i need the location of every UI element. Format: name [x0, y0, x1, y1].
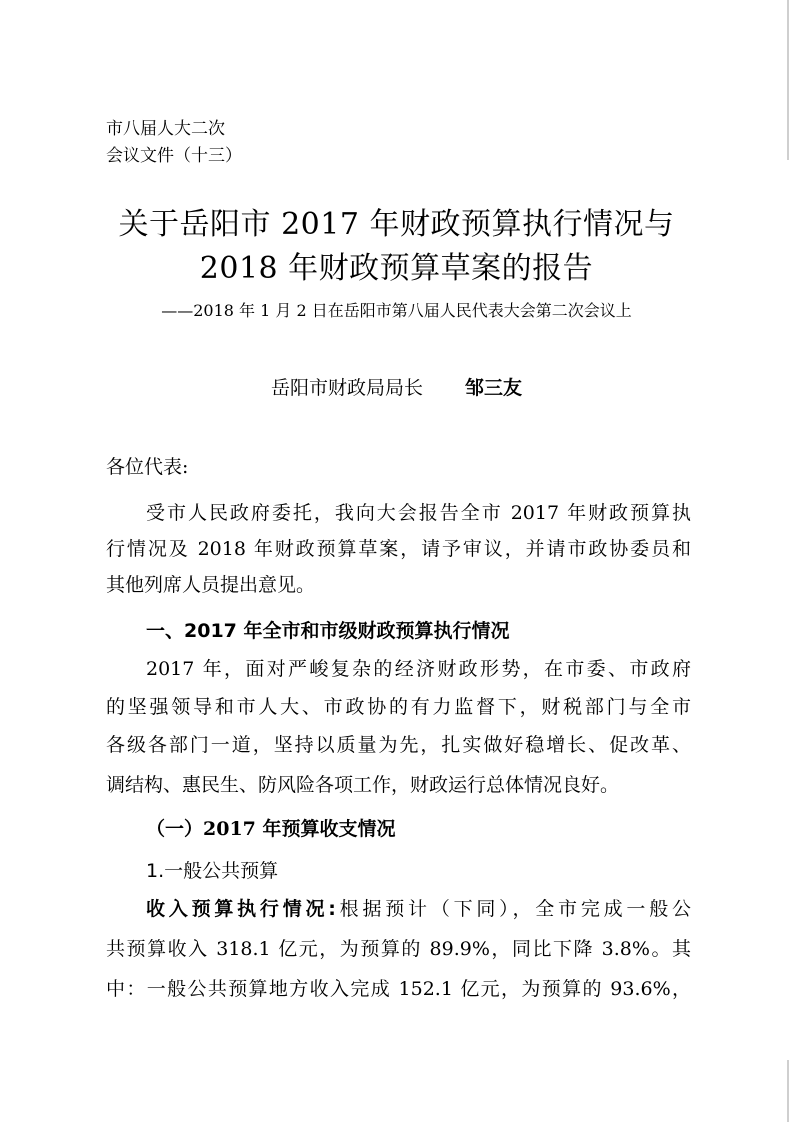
document-title-line-1: 关于岳阳市 2017 年财政预算执行情况与 [118, 207, 675, 242]
page-edge-mark [787, 1060, 789, 1122]
intro-line: 其他列席人员提出意见。 [106, 574, 316, 596]
paragraph-line: 中：一般公共预算地方收入完成 152.1 亿元，为预算的 93.6%， [106, 978, 691, 1000]
intro-line: 行情况及 2018 年财政预算草案，请予审议，并请市政协委员和 [106, 538, 691, 560]
paragraph-line: 各级各部门一道，坚持以质量为先，扎实做好稳增长、促改革、 [106, 734, 691, 756]
item-heading: 1.一般公共预算 [146, 860, 279, 882]
paragraph-line [146, 894, 691, 924]
paragraph-line: 共预算收入 318.1 亿元，为预算的 89.9%，同比下降 3.8%。其 [106, 938, 691, 960]
author-name: 邹三友 [465, 377, 523, 399]
revenue-label: 收入预算执行情况: [146, 898, 336, 920]
author-line [0, 373, 793, 403]
document-subtitle: ——2018 年 1 月 2 日在岳阳市第八届人民代表大会第二次会议上 [161, 301, 632, 320]
paragraph-line: 的坚强领导和市人大、市政协的有力监督下，财税部门与全市 [106, 696, 691, 718]
subsection-heading: （一）2017 年预算收支情况 [146, 818, 396, 840]
meeting-label: 市八届人大二次 [106, 119, 225, 139]
author-position: 岳阳市财政局局长 [270, 377, 423, 399]
revenue-text: 根据预计（下同），全市完成一般公 [335, 898, 691, 920]
document-number: 会议文件（十三） [106, 146, 242, 166]
page-edge-mark [787, 0, 789, 160]
intro-line: 受市人民政府委托，我向大会报告全市 2017 年财政预算执 [146, 502, 691, 524]
document-title-line-2: 2018 年财政预算草案的报告 [199, 251, 594, 286]
salutation: 各位代表: [106, 456, 189, 478]
paragraph-line: 调结构、惠民生、防风险各项工作，财政运行总体情况良好。 [106, 774, 620, 796]
paragraph-line: 2017 年，面对严峻复杂的经济财政形势，在市委、市政府 [146, 658, 691, 680]
section-heading-1: 一、2017 年全市和市级财政预算执行情况 [146, 620, 510, 642]
